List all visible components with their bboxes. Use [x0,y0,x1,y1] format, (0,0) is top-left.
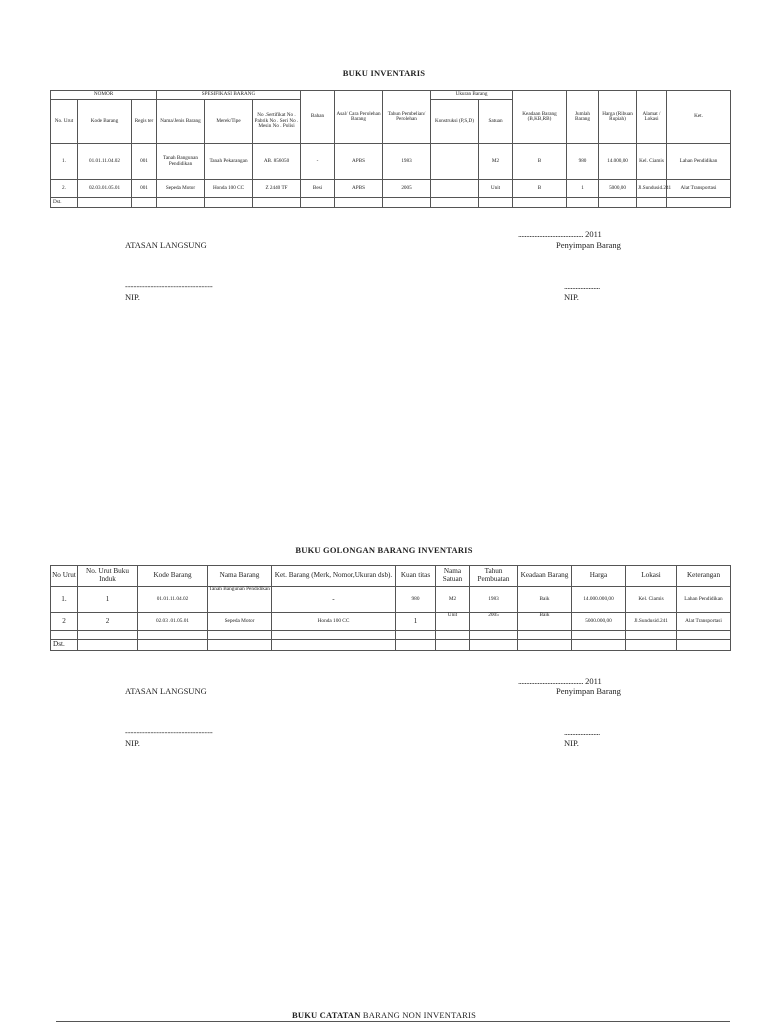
header-nama: Nama Barang [208,566,272,587]
header-lokasi: Lokasi [626,566,677,587]
header-alamat: Alamat / Lokasi [637,91,667,144]
cell-asal: APBS [335,144,383,180]
empty-cell [132,198,157,208]
header-ket-barang: Ket. Barang (Merk, Nomor,Ukuran dsb). [272,566,396,587]
nip-right: NIP. [564,738,579,748]
doc2-title: BUKU GOLONGAN BARANG INVENTARIS [295,545,473,555]
signature-line-left: ------------------------------- [125,727,213,737]
header-no-induk: No. Urut Buku Induk [78,566,138,587]
cell-ket-barang: Honda 100 CC [272,613,396,631]
date-dots: ........................................ [518,676,583,686]
date-dots: ........................................ [518,229,583,239]
empty-cell [272,631,396,640]
cell-keterangan: Lahan Pendidikan [677,587,731,613]
empty-cell [51,631,78,640]
signature-line-left: ------------------------------- [125,281,213,291]
cell-ket-barang: - [272,587,396,613]
empty-cell [567,198,599,208]
cell-nama: Tanah Bangunan Pendidikan [157,144,205,180]
empty-cell [383,198,431,208]
cell-alamat: Kel. Ciamis [637,144,667,180]
doc1-title: BUKU INVENTARIS [342,68,426,78]
cell-register: 001 [132,180,157,198]
header-tahun: Tahun Pembelian/ Perolehan [383,91,431,144]
header-satuan: Satuan [479,100,513,144]
cell-kode: 01.01.11.04.02 [78,144,132,180]
cell-no-induk: 1 [78,587,138,613]
empty-cell [572,640,626,651]
header-nama: Nama/Jenis Barang [157,100,205,144]
signature-line-right: ...................... [564,727,600,737]
header-keadaan: Keadaan Barang [518,566,572,587]
cell-nama: Sepeda Motor [208,613,272,631]
empty-cell [78,198,132,208]
group-spesifikasi-header: SPESIFIKASI BARANG [157,91,301,100]
cell-asal: APBS [335,180,383,198]
nip-left: NIP. [125,738,140,748]
header-ket: Ket. [667,91,731,144]
cell-nama: Tanah Bangunan Pendidikan [208,587,272,613]
empty-cell [572,631,626,640]
header-kode: Kode Barang [138,566,208,587]
nip-right: NIP. [564,292,579,302]
empty-cell [335,198,383,208]
group-nomor-header: NOMOR [51,91,157,100]
doc3-title [0,1010,768,1020]
empty-cell [479,198,513,208]
header-tahun: Tahun Pembuatan [470,566,518,587]
signature-line-right: ...................... [564,281,600,291]
header-sertifikat: No .Sertifikat No . Pabrik No . Seri No . Mesin No . Polisi [253,100,301,144]
empty-cell [208,640,272,651]
table-row [51,144,731,180]
header-keterangan: Keterangan [677,566,731,587]
cell-kuantitas: 1 [396,613,436,631]
cell-kode: 02.03 .01.05.01 [138,613,208,631]
cell-dst: Dst. [51,198,78,208]
cell-merk: Tanah Pekarangan [205,144,253,180]
cell-kuantitas: 980 [396,587,436,613]
cell-tahun: 1983 [470,587,518,613]
cell-keadaan: Baik [518,587,572,613]
header-register: Regis ter [132,100,157,144]
cell-jumlah: 980 [567,144,599,180]
cell-no: 1. [51,144,78,180]
empty-cell [677,631,731,640]
date-line [518,676,602,686]
atasan-langsung-label: ATASAN LANGSUNG [125,686,207,696]
cell-bahan: Besi [301,180,335,198]
header-asal: Asal/ Cara Perolehan Barang [335,91,383,144]
doc3-table-top [56,1021,730,1030]
empty-cell [301,198,335,208]
cell-satuan: M2 [436,587,470,613]
empty-cell [157,198,205,208]
cell-harga: 14.000,00 [599,144,637,180]
empty-cell [78,640,138,651]
cell-kode: 01.01.11.04.02 [138,587,208,613]
cell-bahan: - [301,144,335,180]
cell-satuan: M2 [479,144,513,180]
header-keadaan: Keadaan Barang (B,KB,RB) [513,91,567,144]
empty-cell [436,640,470,651]
empty-cell [599,198,637,208]
empty-cell [667,198,731,208]
doc3-title-bold: BUKU CATATAN [292,1010,361,1020]
doc3-title-rest: BARANG NON INVENTARIS [360,1010,476,1020]
table-row [51,180,731,198]
header-kuantitas: Kuan titas [396,566,436,587]
date-year: 2011 [585,229,602,239]
header-kode: Kode Barang [78,100,132,144]
table-row [51,613,731,631]
cell-satuan: Unit [479,180,513,198]
header-jumlah: Jumlah Barang [567,91,599,144]
cell-dst: Dst. [51,640,78,651]
cell-harga: 5000,00 [599,180,637,198]
cell-sertifikat: AB. 856050 [253,144,301,180]
table-row [51,587,731,613]
empty-cell [470,631,518,640]
cell-harga: 5000.000,00 [572,613,626,631]
cell-konstruksi [431,180,479,198]
empty-cell [272,640,396,651]
cell-keterangan: Alat Transportasi [677,613,731,631]
nip-left: NIP. [125,292,140,302]
cell-keadaan: Baik [518,613,572,631]
cell-no-induk: 2 [78,613,138,631]
cell-sertifikat: Z 2440 TF [253,180,301,198]
table-row [51,631,731,640]
cell-satuan: Unit [436,613,470,631]
date-year: 2011 [585,676,602,686]
empty-cell [470,640,518,651]
cell-kode: 02.03.01.05.01 [78,180,132,198]
empty-cell [205,198,253,208]
header-merk: Merek/Tipe [205,100,253,144]
header-konstruksi: Konstruksi (P,S,D) [431,100,479,144]
empty-cell [626,640,677,651]
empty-cell [138,640,208,651]
empty-cell [518,640,572,651]
cell-keadaan: B [513,144,567,180]
table-row [51,198,731,208]
cell-ket: Lahan Pendidikan [667,144,731,180]
cell-ket: Alat Transportasi [667,180,731,198]
header-harga: Harga [572,566,626,587]
empty-cell [431,198,479,208]
table-row [51,640,731,651]
empty-cell [253,198,301,208]
header-harga: Harga (Ribuan Rupiah) [599,91,637,144]
date-line [518,229,602,239]
penyimpan-barang-label: Penyimpan Barang [556,240,621,250]
cell-lokasi: Kel. Ciamis [626,587,677,613]
golongan-table [50,565,731,651]
empty-cell [396,631,436,640]
header-bahan: Bahan [301,91,335,144]
cell-tahun: 2005 [470,613,518,631]
cell-register: 001 [132,144,157,180]
cell-no: 2 [51,613,78,631]
empty-cell [518,631,572,640]
empty-cell [78,631,138,640]
cell-tahun: 1983 [383,144,431,180]
cell-no: 1. [51,587,78,613]
empty-cell [637,198,667,208]
empty-cell [436,631,470,640]
cell-keadaan: B [513,180,567,198]
cell-nama: Sepeda Motor [157,180,205,198]
inventaris-table [50,90,731,208]
header-satuan: Nama Satuan [436,566,470,587]
empty-cell [677,640,731,651]
header-no-urut: No. Urut [51,100,78,144]
cell-jumlah: 1 [567,180,599,198]
empty-cell [396,640,436,651]
group-ukuran-header: Ukuran Barang [431,91,513,100]
cell-no: 2. [51,180,78,198]
cell-alamat: Jl.Sundusid.241 [637,180,667,198]
empty-cell [513,198,567,208]
cell-harga: 14.000.000,00 [572,587,626,613]
empty-cell [208,631,272,640]
empty-cell [626,631,677,640]
header-no-urut: No Urut [51,566,78,587]
empty-cell [138,631,208,640]
cell-merk: Honda 100 CC [205,180,253,198]
atasan-langsung-label: ATASAN LANGSUNG [125,240,207,250]
cell-konstruksi [431,144,479,180]
penyimpan-barang-label: Penyimpan Barang [556,686,621,696]
cell-tahun: 2005 [383,180,431,198]
cell-lokasi: Jl.Sundusid.241 [626,613,677,631]
